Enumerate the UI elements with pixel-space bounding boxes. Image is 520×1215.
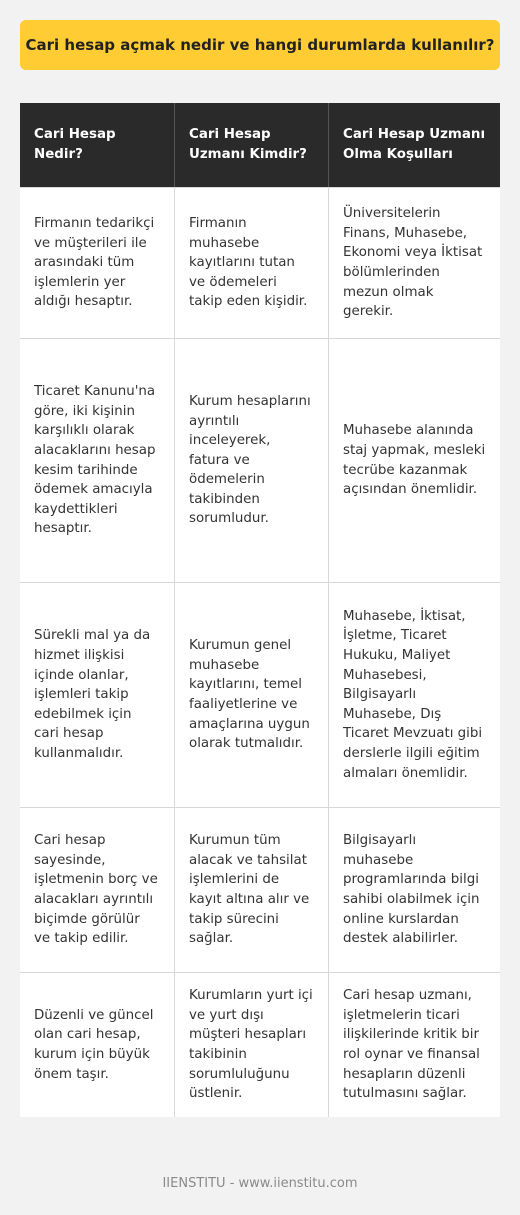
table-cell: Bilgisayarlı muhasebe programlarında bilgi sahibi olabilmek için online kurslardan destek alabilirler. — [328, 807, 500, 972]
table-cell: Firmanın tedarikçi ve müşterileri ile arasındaki tüm işlemlerin yer aldığı hesaptır. — [20, 187, 174, 338]
title-banner — [20, 20, 500, 70]
page-title: Cari hesap açmak nedir ve hangi durumlarda kullanılır? — [25, 36, 495, 54]
table-cell: Sürekli mal ya da hizmet ilişkisi içinde olanlar, işlemleri takip edebilmek için cari hesap kullanmalıdır. — [20, 582, 174, 807]
column-header: Cari Hesap Nedir? — [20, 103, 174, 187]
table-cell: Cari hesap uzmanı, işletmelerin ticari ilişkilerinde kritik bir rol oynar ve finansal hesapların düzenli tutulmasını sağlar. — [328, 972, 500, 1117]
table-cell: Kurumun tüm alacak ve tahsilat işlemlerini de kayıt altına alır ve takip sürecini sağlar. — [174, 807, 328, 972]
comparison-table — [20, 103, 500, 1117]
table-cell: Muhasebe alanında staj yapmak, mesleki tecrübe kazanmak açısından önemlidir. — [328, 338, 500, 582]
table-cell: Düzenli ve güncel olan cari hesap, kurum için büyük önem taşır. — [20, 972, 174, 1117]
table-cell: Üniversitelerin Finans, Muhasebe, Ekonomi veya İktisat bölümlerinden mezun olmak gerekir. — [328, 187, 500, 338]
table-cell: Muhasebe, İktisat, İşletme, Ticaret Hukuku, Maliyet Muhasebesi, Bilgisayarlı Muhasebe, Dış Ticaret Mevzuatı gibi derslerle ilgili eğitim almaları önemlidir. — [328, 582, 500, 807]
table-cell: Cari hesap sayesinde, işletmenin borç ve alacakları ayrıntılı biçimde görülür ve takip edilir. — [20, 807, 174, 972]
column-header: Cari Hesap Uzmanı Kimdir? — [174, 103, 328, 187]
table-cell: Kurumların yurt içi ve yurt dışı müşteri hesapları takibinin sorumluluğunu üstlenir. — [174, 972, 328, 1117]
table-cell: Kurumun genel muhasebe kayıtlarını, temel faaliyetlerine ve amaçlarına uygun olarak tutmalıdır. — [174, 582, 328, 807]
footer-credit: IIENSTITU - www.iienstitu.com — [162, 1176, 358, 1191]
table-cell: Kurum hesaplarını ayrıntılı inceleyerek, fatura ve ödemelerin takibinden sorumludur. — [174, 338, 328, 582]
table-cell: Firmanın muhasebe kayıtlarını tutan ve ödemeleri takip eden kişidir. — [174, 187, 328, 338]
column-header: Cari Hesap Uzmanı Olma Koşulları — [328, 103, 500, 187]
table-cell: Ticaret Kanunu'na göre, iki kişinin karşılıklı olarak alacaklarını hesap kesim tarihinde ödemek amacıyla kaydettikleri hesaptır. — [20, 338, 174, 582]
